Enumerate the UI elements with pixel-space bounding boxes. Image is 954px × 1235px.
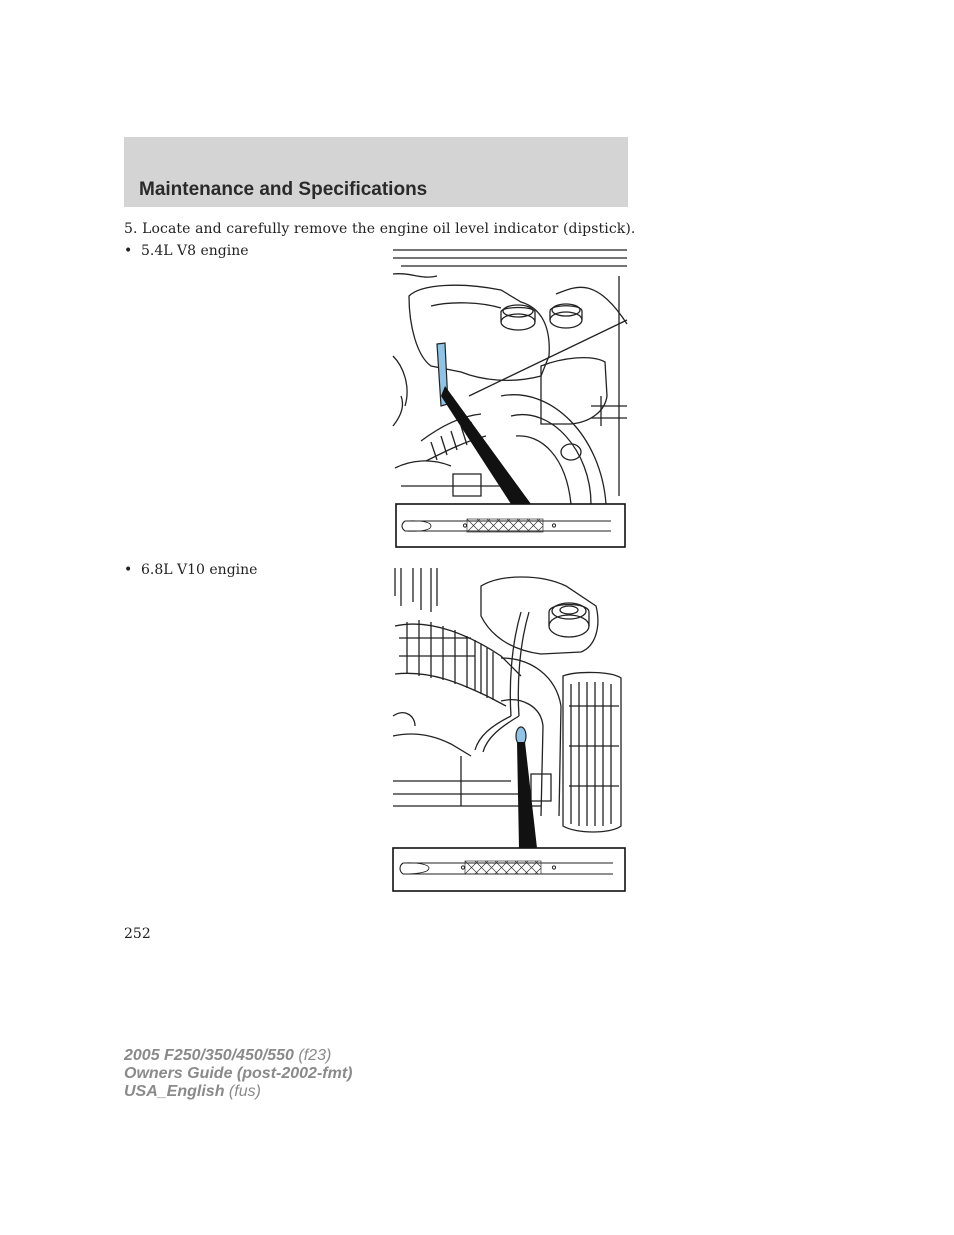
engine-illustration-v10 <box>391 566 628 894</box>
bullet-item-v8 <box>124 243 249 259</box>
bullet-item-v10 <box>124 562 257 578</box>
document-footer <box>124 1047 352 1101</box>
footer-guide: Owners Guide (post-2002-fmt) <box>124 1065 353 1082</box>
footer-locale: USA_English <box>124 1083 225 1100</box>
bullet-label: 6.8L V10 engine <box>141 562 258 578</box>
footer-locale-code: (fus) <box>228 1083 261 1100</box>
bullet-label: 5.4L V8 engine <box>141 243 249 259</box>
footer-model: 2005 F250/350/450/550 <box>124 1047 294 1064</box>
bullet-dot: • <box>124 243 133 259</box>
engine-illustration-v8 <box>391 246 628 550</box>
section-title: Maintenance and Specifications <box>139 179 428 200</box>
page-number: 252 <box>124 926 151 942</box>
bullet-dot: • <box>124 562 133 578</box>
footer-model-code: (f23) <box>298 1047 332 1064</box>
section-header-band <box>124 137 628 207</box>
step-instruction: 5. Locate and carefully remove the engine oil level indicator (dipstick). <box>124 221 636 237</box>
